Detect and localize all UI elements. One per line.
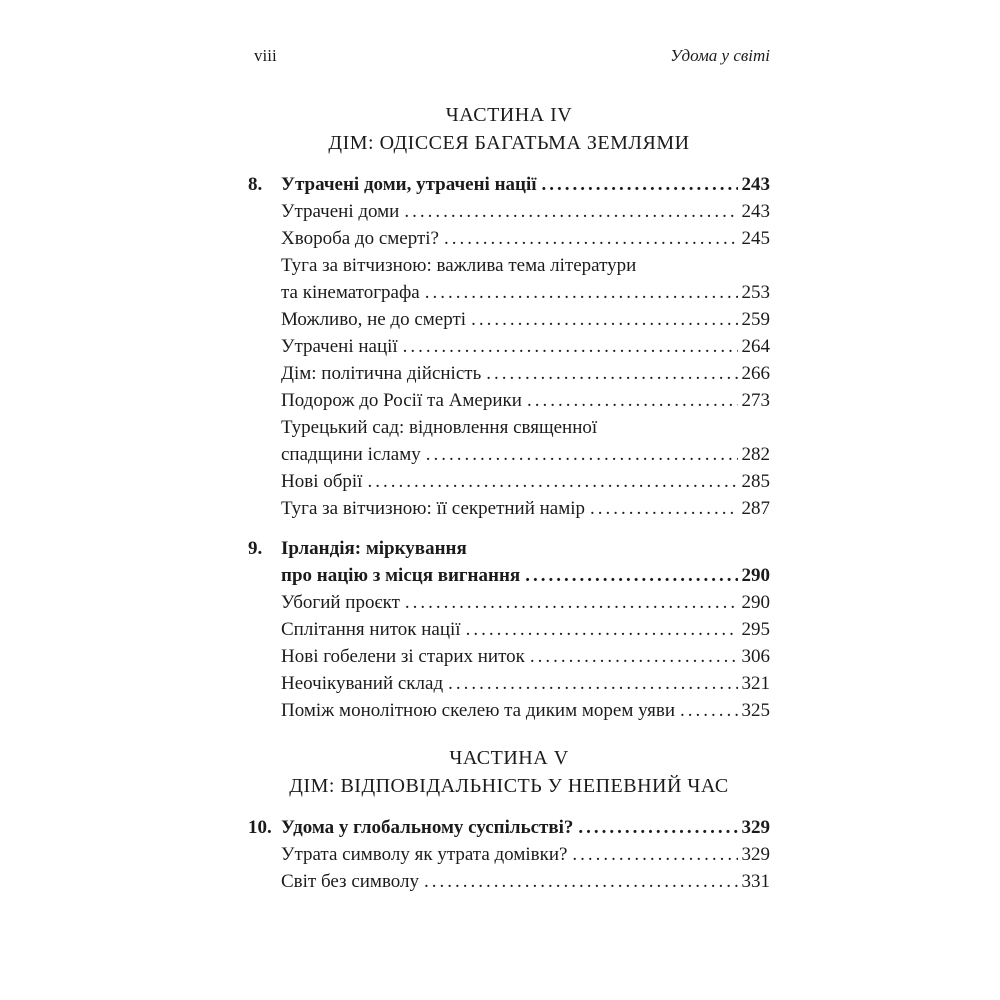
- entry-line: [281, 414, 770, 441]
- dot-leader: [578, 814, 737, 841]
- entry-page-number: 245: [741, 228, 770, 249]
- entry-title: Світ без символу: [281, 871, 420, 892]
- entry-line: [281, 841, 770, 868]
- toc-sub-entry: [248, 306, 770, 333]
- toc-sub-entry: [248, 697, 770, 724]
- toc-sub-entry: [248, 360, 770, 387]
- entry-title: спадщини ісламу: [281, 444, 421, 465]
- dot-leader: [367, 468, 737, 495]
- part-heading: [248, 744, 770, 800]
- toc-sub-entry: [248, 252, 770, 306]
- entry-body: [281, 333, 770, 360]
- entry-title: Убогий проєкт: [281, 592, 400, 613]
- entry-page-number: 287: [741, 498, 770, 519]
- toc-chapter-entry: [248, 171, 770, 198]
- toc-sub-entry: [248, 198, 770, 225]
- entry-line: [281, 643, 770, 670]
- toc-part: [248, 744, 770, 895]
- part-title: ДІМ: ВІДПОВІДАЛЬНІСТЬ У НЕПЕВНИЙ ЧАС: [289, 775, 729, 797]
- entry-line: [281, 495, 770, 522]
- entry-title: Можливо, не до смерті: [281, 309, 467, 330]
- running-head: Удома у світі: [670, 46, 770, 65]
- dot-leader: [680, 697, 738, 724]
- toc-chapter-entry: [248, 814, 770, 841]
- entry-line: [281, 616, 770, 643]
- entry-body: [281, 589, 770, 616]
- entry-page-number: 329: [741, 844, 770, 865]
- entry-page-number: 253: [741, 282, 770, 303]
- dot-leader: [590, 495, 737, 522]
- entry-page-number: 273: [741, 390, 770, 411]
- entry-page-number: 321: [741, 673, 770, 694]
- dot-leader: [542, 171, 738, 198]
- entry-body: [281, 306, 770, 333]
- entry-page-number: 282: [741, 444, 770, 465]
- dot-leader: [426, 441, 738, 468]
- entry-body: [281, 225, 770, 252]
- entry-title: Туга за вітчизною: важлива тема літератури: [281, 255, 637, 276]
- entry-body: [281, 868, 770, 895]
- entry-title: Неочікуваний склад: [281, 673, 444, 694]
- entry-page-number: 290: [741, 592, 770, 613]
- entry-body: [281, 414, 770, 468]
- entry-body: [281, 468, 770, 495]
- entry-page-number: 266: [741, 363, 770, 384]
- entry-body: [281, 697, 770, 724]
- entry-line: [281, 252, 770, 279]
- entry-body: [281, 643, 770, 670]
- entry-line: [281, 868, 770, 895]
- entry-title: Утрачені доми: [281, 201, 400, 222]
- dot-leader: [405, 589, 738, 616]
- dot-leader: [444, 225, 738, 252]
- dot-leader: [466, 616, 738, 643]
- chapter-number: 9.: [248, 538, 263, 559]
- toc-sub-entry: [248, 468, 770, 495]
- entry-page-number: 295: [741, 619, 770, 640]
- entry-body: [281, 616, 770, 643]
- toc-sub-entry: [248, 868, 770, 895]
- entry-title: Турецький сад: відновлення священної: [281, 417, 598, 438]
- entry-body: [281, 535, 770, 589]
- entry-title: Туга за вітчизною: її секретний намір: [281, 498, 586, 519]
- entry-title: про націю з місця вигнання: [281, 565, 521, 586]
- entry-page-number: 243: [741, 174, 770, 195]
- entry-line: [281, 171, 770, 198]
- entry-line: [281, 589, 770, 616]
- entry-title: Дім: політична дійсність: [281, 363, 482, 384]
- folio-page-number: viii: [254, 46, 277, 65]
- dot-leader: [425, 279, 738, 306]
- entry-body: [281, 814, 770, 841]
- toc-sub-entry: [248, 616, 770, 643]
- toc-sub-entry: [248, 333, 770, 360]
- entry-line: [281, 306, 770, 333]
- toc-sub-entry: [248, 841, 770, 868]
- toc-sub-entry: [248, 589, 770, 616]
- entry-title: Подорож до Росії та Америки: [281, 390, 522, 411]
- toc-sub-entry: [248, 495, 770, 522]
- entry-line: [281, 814, 770, 841]
- dot-leader: [525, 562, 737, 589]
- entry-body: [281, 252, 770, 306]
- entry-body: [281, 495, 770, 522]
- entry-page-number: 290: [741, 565, 770, 586]
- entry-page-number: 243: [741, 201, 770, 222]
- entry-line: [281, 279, 770, 306]
- entry-title: Утрачені доми, утрачені нації: [281, 174, 537, 195]
- toc-sub-entry: [248, 225, 770, 252]
- entry-body: [281, 670, 770, 697]
- dot-leader: [486, 360, 737, 387]
- entry-line: [281, 387, 770, 414]
- entry-line: [281, 697, 770, 724]
- part-heading: [248, 101, 770, 157]
- entry-body: [281, 171, 770, 198]
- entry-title: Удома у глобальному суспільстві?: [281, 817, 574, 838]
- page-header: [248, 46, 770, 66]
- entry-line: [281, 360, 770, 387]
- part-label: ЧАСТИНА V: [449, 747, 569, 769]
- entry-line: [281, 562, 770, 589]
- entry-page-number: 329: [741, 817, 770, 838]
- entry-body: [281, 198, 770, 225]
- chapter-number: 10.: [248, 817, 272, 838]
- entry-line: [281, 670, 770, 697]
- entry-title: та кінематографа: [281, 282, 420, 303]
- dot-leader: [448, 670, 737, 697]
- toc-sub-entry: [248, 670, 770, 697]
- dot-leader: [471, 306, 737, 333]
- dot-leader: [424, 868, 737, 895]
- entry-body: [281, 387, 770, 414]
- entry-title: Поміж монолітною скелею та диким морем уяви: [281, 700, 675, 721]
- toc-part: [248, 101, 770, 724]
- entry-title: Ірландія: міркування: [281, 538, 467, 559]
- entry-title: Нові обрії: [281, 471, 363, 492]
- entry-line: [281, 535, 770, 562]
- entry-title: Утрата символу як утрата домівки?: [281, 844, 568, 865]
- toc-sub-entry: [248, 387, 770, 414]
- dot-leader: [403, 333, 738, 360]
- dot-leader: [530, 643, 738, 670]
- dot-leader: [404, 198, 737, 225]
- toc-sub-entry: [248, 414, 770, 468]
- part-title: ДІМ: ОДІССЕЯ БАГАТЬМА ЗЕМЛЯМИ: [328, 132, 690, 154]
- dot-leader: [572, 841, 737, 868]
- entry-title: Утрачені нації: [281, 336, 398, 357]
- entry-line: [281, 225, 770, 252]
- entry-line: [281, 468, 770, 495]
- chapter-number: 8.: [248, 174, 263, 195]
- entry-line: [281, 333, 770, 360]
- dot-leader: [527, 387, 738, 414]
- entry-title: Хвороба до смерті?: [281, 228, 439, 249]
- entry-page-number: 259: [741, 309, 770, 330]
- entry-page-number: 264: [741, 336, 770, 357]
- toc-chapter-entry: [248, 535, 770, 589]
- entry-line: [281, 198, 770, 225]
- part-label: ЧАСТИНА IV: [445, 104, 573, 126]
- entry-title: Сплітання ниток нації: [281, 619, 461, 640]
- entry-title: Нові гобелени зі старих ниток: [281, 646, 525, 667]
- entry-body: [281, 841, 770, 868]
- entry-line: [281, 441, 770, 468]
- entry-page-number: 331: [741, 871, 770, 892]
- toc-sub-entry: [248, 643, 770, 670]
- entry-page-number: 306: [741, 646, 770, 667]
- entry-page-number: 285: [741, 471, 770, 492]
- toc: [248, 101, 770, 895]
- entry-body: [281, 360, 770, 387]
- entry-page-number: 325: [741, 700, 770, 721]
